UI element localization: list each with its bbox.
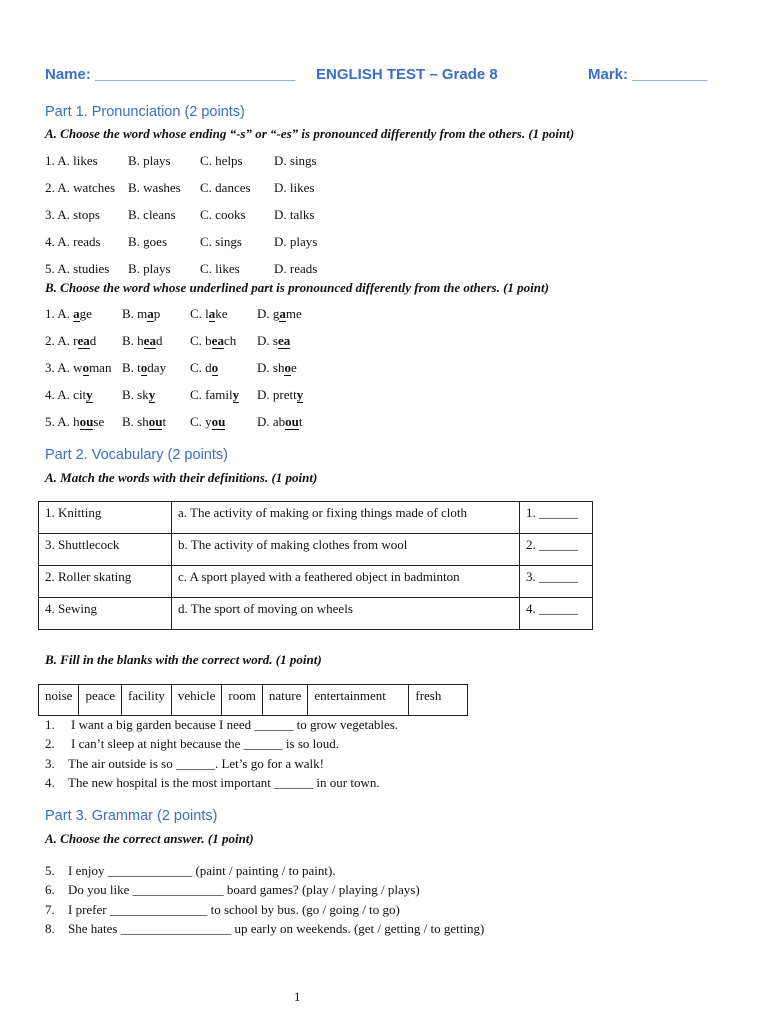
word-bank-cell: vehicle	[171, 685, 222, 716]
underlined-part: y	[232, 387, 240, 402]
option-prefix: B. t	[122, 360, 141, 375]
table-cell: 1. Knitting	[39, 502, 172, 534]
answer-option: B. washes	[128, 180, 181, 195]
table-cell: 4. ______	[520, 598, 593, 630]
answer-option: D. plays	[274, 234, 318, 249]
word-bank-cell: facility	[122, 685, 172, 716]
option-suffix: man	[89, 360, 112, 375]
answer-option: 4. A. reads	[45, 234, 101, 249]
answer-option: C. dances	[200, 180, 251, 195]
item-text: Do you like ______________ board games? (play / playing / plays)	[68, 882, 420, 898]
table-cell: 4. Sewing	[39, 598, 172, 630]
option-suffix: ge	[79, 306, 92, 321]
underlined-part: o	[211, 360, 219, 375]
underlined-part: ea	[211, 333, 224, 348]
page-number: 1	[294, 989, 301, 1004]
item-number: 7.	[45, 901, 55, 917]
option-suffix: t	[298, 414, 303, 429]
word-bank-cell: fresh	[409, 685, 468, 716]
table-cell: 2. Roller skating	[39, 566, 172, 598]
underlined-part: a	[208, 306, 216, 321]
underlined-part: a	[147, 306, 154, 321]
answer-option: C. helps	[200, 153, 243, 168]
underlined-part: a	[279, 306, 286, 321]
table-cell: 2. ______	[520, 534, 593, 566]
word-bank-cell: noise	[39, 685, 79, 716]
underlined-part: ea	[77, 333, 90, 348]
answer-option	[190, 360, 218, 376]
answer-option	[257, 306, 302, 322]
underlined-part: ea	[277, 333, 291, 348]
answer-option: 2. A. watches	[45, 180, 116, 195]
underlined-part: y	[148, 387, 156, 402]
option-prefix: 4. A. cit	[45, 387, 87, 402]
option-suffix: ch	[223, 333, 237, 348]
matching-table	[38, 501, 593, 630]
table-cell: b. The activity of making clothes from wool	[172, 534, 520, 566]
item-number: 5.	[45, 863, 55, 878]
item-number: 8.	[45, 920, 55, 936]
test-title: ENGLISH TEST – Grade 8	[316, 66, 498, 83]
option-prefix: B. sk	[122, 387, 149, 402]
answer-option	[45, 333, 96, 349]
underlined-part: ou	[285, 414, 299, 429]
option-suffix: d	[155, 333, 163, 348]
word-bank-table	[38, 684, 468, 716]
answer-option	[122, 306, 160, 322]
answer-option	[190, 414, 225, 430]
answer-option: D. likes	[274, 180, 315, 195]
answer-option: D. reads	[274, 261, 318, 276]
part1-title: Part 1. Pronunciation (2 points)	[45, 104, 245, 120]
answer-option	[122, 414, 166, 430]
item-text: I want a big garden because I need ______ to grow vegetables.	[71, 717, 399, 732]
answer-option	[190, 333, 236, 349]
word-bank-cell: room	[222, 685, 262, 716]
item-text: I enjoy _____________ (paint / painting / to paint).	[68, 863, 336, 878]
answer-option	[45, 387, 93, 403]
table-cell: 1. ______	[520, 502, 593, 534]
underlined-part: o	[82, 360, 90, 375]
answer-option: C. sings	[200, 234, 242, 249]
part2-a-instruction: A. Match the words with their definitions. (1 point)	[45, 470, 318, 485]
part3-title: Part 3. Grammar (2 points)	[45, 808, 218, 824]
answer-option: 1. A. likes	[45, 153, 98, 168]
answer-option	[122, 360, 166, 376]
option-prefix: D. g	[257, 306, 280, 321]
option-prefix: D. ab	[257, 414, 286, 429]
option-prefix: 1. A.	[45, 306, 74, 321]
option-prefix: B. h	[122, 333, 144, 348]
part1-b-instruction: B. Choose the word whose underlined part is pronounced differently from the others. (1 point)	[45, 280, 549, 295]
word-bank-cell: nature	[262, 685, 307, 716]
option-prefix: 2. A. r	[45, 333, 78, 348]
option-prefix: C. y	[190, 414, 212, 429]
item-number: 3.	[45, 755, 55, 771]
option-prefix: B. sh	[122, 414, 149, 429]
option-suffix: t	[162, 414, 167, 429]
answer-option	[45, 360, 111, 376]
answer-option: 5. A. studies	[45, 261, 110, 276]
item-text: The air outside is so ______. Let’s go for a walk!	[68, 755, 324, 771]
option-suffix: e	[290, 360, 297, 375]
underlined-part: ou	[79, 414, 94, 429]
item-number: 4.	[45, 774, 55, 790]
option-prefix: 5. A. h	[45, 414, 80, 429]
option-prefix: 3. A. w	[45, 360, 83, 375]
answer-option: C. likes	[200, 261, 240, 276]
item-text: She hates _________________ up early on weekends. (get / getting / to getting)	[68, 920, 485, 936]
option-suffix: p	[153, 306, 161, 321]
option-prefix: C. d	[190, 360, 212, 375]
option-suffix: se	[93, 414, 105, 429]
option-prefix: D. prett	[257, 387, 297, 402]
option-suffix: d	[89, 333, 97, 348]
underlined-part: a	[73, 306, 80, 321]
answer-option: B. goes	[128, 234, 167, 249]
answer-option: B. cleans	[128, 207, 176, 222]
answer-option	[257, 333, 290, 349]
part3-a-instruction: A. Choose the correct answer. (1 point)	[45, 831, 254, 846]
name-field-label: Name: ________________________	[45, 66, 296, 83]
answer-option	[190, 387, 239, 403]
option-prefix: C. l	[190, 306, 209, 321]
item-number: 6.	[45, 882, 55, 898]
item-text: I can’t sleep at night because the ______ is so loud.	[71, 736, 340, 752]
underlined-part: y	[296, 387, 304, 402]
part2-b-instruction: B. Fill in the blanks with the correct word. (1 point)	[45, 652, 322, 667]
item-text: I prefer _______________ to school by bus. (go / going / to go)	[68, 901, 400, 917]
answer-option: D. sings	[274, 153, 317, 168]
table-cell: d. The sport of moving on wheels	[172, 598, 520, 630]
option-prefix: B. m	[122, 306, 148, 321]
part2-title: Part 2. Vocabulary (2 points)	[45, 447, 228, 463]
underlined-part: ea	[143, 333, 156, 348]
table-row	[39, 566, 593, 598]
item-number: 2.	[45, 736, 55, 752]
option-prefix: C. b	[190, 333, 212, 348]
answer-option	[190, 306, 228, 322]
word-bank-cell: entertainment	[308, 685, 409, 716]
table-cell: 3. ______	[520, 566, 593, 598]
answer-option: B. plays	[128, 261, 171, 276]
item-text: The new hospital is the most important ______ in our town.	[68, 774, 380, 790]
answer-option	[122, 387, 155, 403]
answer-option	[122, 333, 162, 349]
answer-option: C. cooks	[200, 207, 246, 222]
table-cell: c. A sport played with a feathered object in badminton	[172, 566, 520, 598]
option-prefix: D. s	[257, 333, 278, 348]
answer-option	[45, 414, 104, 430]
answer-option	[257, 414, 303, 430]
table-row	[39, 502, 593, 534]
underlined-part: y	[86, 387, 93, 402]
underlined-part: o	[140, 360, 148, 375]
option-prefix: D. sh	[257, 360, 285, 375]
answer-option	[257, 387, 303, 403]
mark-field-label: Mark: _________	[588, 66, 708, 83]
answer-option	[257, 360, 297, 376]
item-number: 1.	[45, 717, 55, 732]
table-cell: 3. Shuttlecock	[39, 534, 172, 566]
option-prefix: C. famil	[190, 387, 233, 402]
underlined-part: ou	[211, 414, 226, 429]
table-row	[39, 598, 593, 630]
word-bank-cell: peace	[79, 685, 122, 716]
option-suffix: ke	[215, 306, 228, 321]
underlined-part: o	[284, 360, 291, 375]
option-suffix: day	[147, 360, 167, 375]
answer-option	[45, 306, 92, 322]
option-suffix: me	[285, 306, 302, 321]
answer-option: 3. A. stops	[45, 207, 100, 222]
answer-option: B. plays	[128, 153, 171, 168]
underlined-part: ou	[148, 414, 163, 429]
part1-a-instruction: A. Choose the word whose ending “-s” or “-es” is pronounced differently from the others. (1 point)	[45, 126, 575, 141]
table-cell: a. The activity of making or fixing things made of cloth	[172, 502, 520, 534]
answer-option: D. talks	[274, 207, 315, 222]
table-row	[39, 534, 593, 566]
